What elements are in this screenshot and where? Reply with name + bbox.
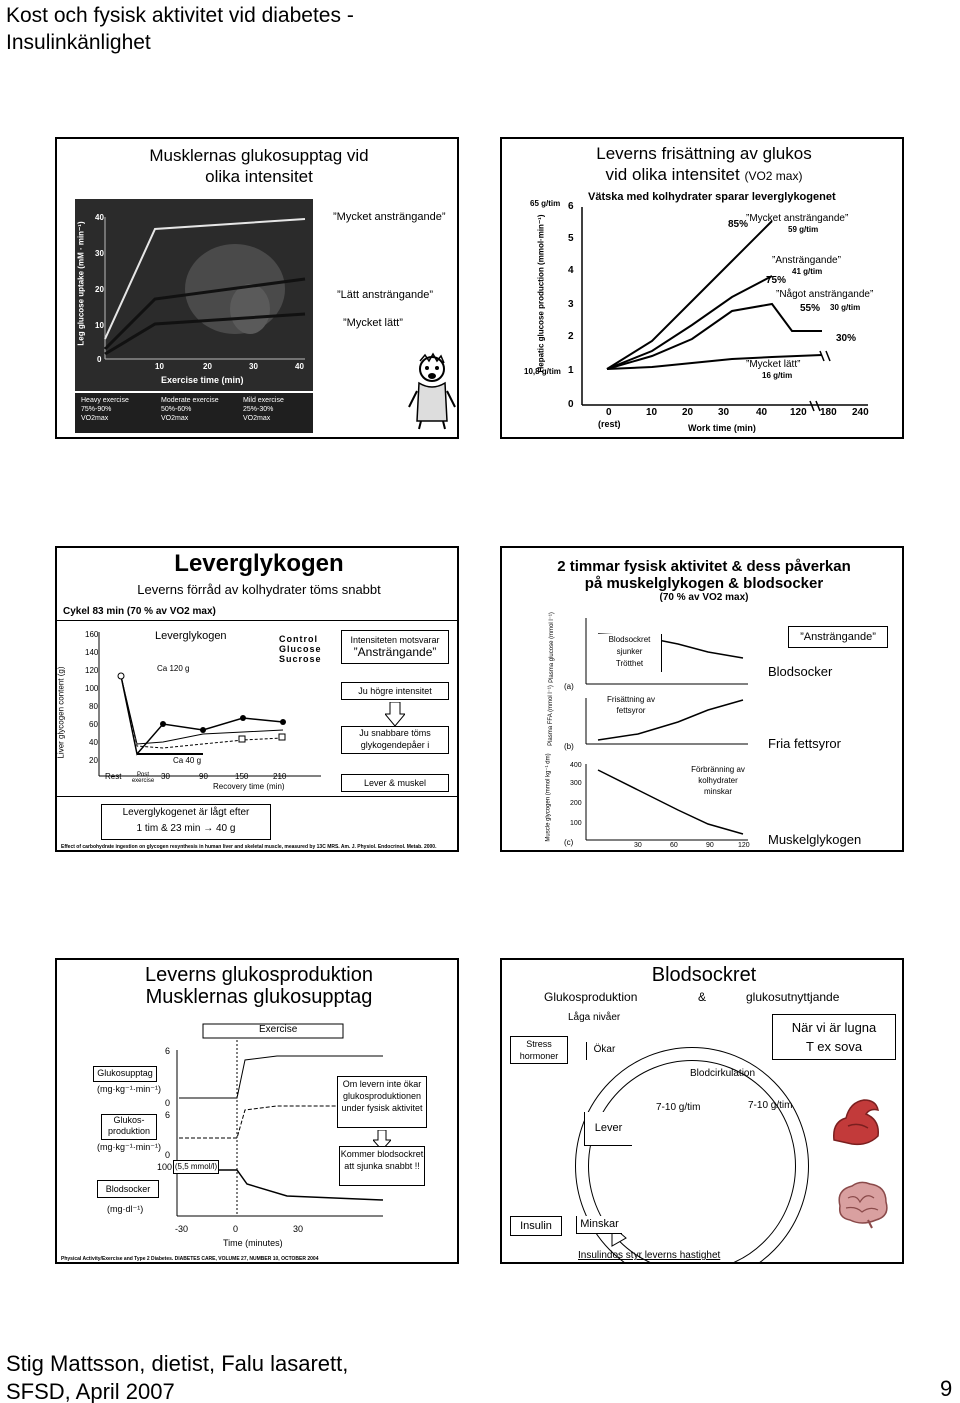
glycogen-x-axis-label: Recovery time (min): [213, 782, 285, 791]
slide3-title: Leverglykogen: [174, 550, 344, 577]
uptake-y-tick-40: 40: [95, 213, 104, 222]
slide3-subtitle: Leverns förråd av kolhydrater töms snabbt: [137, 582, 381, 597]
panel-c-y-200: 200: [570, 800, 582, 807]
tick-100: 100: [157, 1162, 173, 1172]
y-tick-4: 4: [568, 265, 574, 276]
label-free-fatty-acids: Fria fettsyror: [768, 736, 841, 751]
slide2-title-line-2-text: vid olika intensitet: [605, 165, 740, 184]
glycogen-y-tick-100: 100: [85, 684, 99, 693]
pct-85: 85%: [728, 219, 749, 230]
sub-utilization: glukosutnyttjande: [746, 990, 840, 1004]
legend-mild: [243, 396, 284, 423]
x-tick-20: 20: [682, 407, 694, 418]
exhausted-figure-icon: [407, 351, 457, 431]
document-title-line-1: Kost och fysisk aktivitet vid diabetes -: [6, 4, 354, 27]
burn-note-line-3: minskar: [703, 787, 732, 796]
slide-blood-sugar: [500, 958, 904, 1264]
cycle-condition: Cykel 83 min (70 % av VO2 max): [63, 606, 216, 617]
slide1-title-line-1: Musklernas glukosupptag vid: [149, 146, 369, 165]
x-tick-10: 10: [646, 407, 658, 418]
stress-hormones-box: [510, 1036, 568, 1064]
slide6-title: Blodsockret: [651, 964, 757, 986]
uptake-y-tick-20: 20: [95, 285, 104, 294]
panel-b-axis: Plasma FFA (mmol l⁻¹): [547, 685, 554, 746]
glycogen-y-tick-160: 160: [85, 630, 99, 639]
panel-c-y-400: 400: [570, 762, 582, 769]
label-easy: ”Lätt ansträngande”: [337, 289, 434, 301]
tick-0-b: 0: [165, 1150, 171, 1160]
slide1-title-line-2: olika intensitet: [205, 167, 313, 186]
release-note-line-1: Frisättning av: [606, 695, 656, 704]
ca-40-label: Ca 40 g: [173, 756, 202, 765]
footer-line-1: Stig Mattsson, dietist, Falu lasarett,: [6, 1351, 349, 1376]
glycogen-y-tick-140: 140: [85, 648, 99, 657]
muscle-arm-icon: [828, 1092, 888, 1152]
decreases-box: Minskar: [576, 1216, 622, 1234]
legend-heavy-line-2: 75%-90%: [81, 406, 112, 413]
legend-glucose: Glucose: [279, 644, 322, 654]
glycogen-y-tick-80: 80: [89, 702, 98, 711]
slide-two-hours-activity: [500, 546, 904, 852]
production-x-axis-label: Time (minutes): [223, 1238, 283, 1248]
slide5-title-line-2: Musklernas glukosupptag: [145, 986, 373, 1008]
circulation-label: Blodcirkulation: [690, 1068, 756, 1079]
activity-x-tick-30: 30: [634, 842, 642, 849]
activity-x-tick-120: 120: [738, 842, 750, 849]
hard-intensity-box: ”Ansträngande”: [788, 626, 888, 648]
label-hard: ”Ansträngande”: [772, 255, 841, 266]
y-tick-2: 2: [568, 331, 574, 342]
ca-120-label: Ca 120 g: [157, 664, 190, 673]
release-note-line-2: fettsyror: [616, 706, 646, 715]
activity-x-tick-60: 60: [670, 842, 678, 849]
slide5-title-line-1: Leverns glukosproduktion: [145, 964, 373, 986]
blood-sugar-label-box: Blodsocker: [97, 1180, 159, 1198]
slide-liver-glycogen: [55, 546, 459, 852]
blood-unit: (mg·dl⁻¹): [107, 1204, 144, 1214]
tick-0-a: 0: [165, 1098, 171, 1108]
production-label-box: [101, 1114, 157, 1140]
stress-line-1: Stress: [526, 1039, 552, 1049]
resting-line-1: När vi är lugna: [791, 1020, 877, 1035]
sub-ampersand: &: [698, 990, 707, 1004]
glycogen-x-tick-150: 150: [235, 772, 249, 781]
faster-box: Ju snabbare töms glykogendepåer i: [341, 726, 449, 754]
legend-moderate: [161, 396, 219, 423]
pct-75: 75%: [766, 275, 787, 286]
footer-line-2: SFSD, April 2007: [6, 1379, 175, 1403]
bottom-summary-line-2: 1 tim & 23 min → 40 g: [136, 823, 236, 834]
uptake-y-tick-0: 0: [97, 355, 102, 364]
slide4-title: [502, 558, 904, 592]
legend-mild-line-1: Mild exercise: [243, 397, 284, 404]
liver-muscle-box: Lever & muskel: [341, 774, 449, 792]
intensity-box-line-1: Intensiteten motsvarar: [350, 635, 440, 645]
legend-mild-line-2: 25%-30%: [243, 406, 274, 413]
slide3-divider: [57, 620, 459, 621]
drop-note-line-1: Blodsockret: [608, 635, 651, 644]
slide2-title-line-1: Leverns frisättning av glukos: [596, 144, 812, 163]
x-rest: (rest): [598, 419, 621, 429]
uptake-x-tick-40: 40: [295, 362, 304, 371]
liver-no-increase-box: Om levern inte ökar glukosproduktionen under fysisk aktivitet: [337, 1076, 427, 1128]
slide-muscle-glucose-uptake: [55, 137, 459, 439]
uptake-x-axis-label: Exercise time (min): [161, 375, 244, 385]
tick-6-a: 6: [165, 1046, 171, 1056]
higher-intensity-box: Ju högre intensitet: [341, 682, 449, 700]
panel-b-label: (b): [564, 742, 574, 751]
time-30: 30: [293, 1224, 304, 1234]
uptake-y-axis-label: Leg glucose uptake (mM · min⁻¹): [76, 221, 86, 346]
increases-box: Ökar: [586, 1042, 622, 1060]
slide3-divider-bottom: [57, 796, 459, 797]
uptake-x-tick-20: 20: [203, 362, 212, 371]
stress-line-2: hormoner: [519, 1051, 559, 1061]
slide4-title-line-2: på muskelglykogen & blodsocker: [584, 575, 824, 592]
label-very-easy-2: ”Mycket lätt”: [746, 359, 801, 370]
rate-top: 65 g/tim: [530, 199, 561, 208]
document-title-line-2: Insulinkänlighet: [6, 31, 151, 54]
rate-bottom: 10,8 g/tim: [524, 367, 561, 376]
glycogen-y-tick-120: 120: [85, 666, 99, 675]
insulin-dose-note: Insulindos styr leverns hastighet: [578, 1250, 721, 1261]
legend-sucrose: Sucrose: [279, 654, 322, 664]
rate-somewhat-hard: 30 g/tim: [830, 303, 861, 312]
y-tick-1: 1: [568, 365, 574, 376]
legend-moderate-line-1: Moderate exercise: [161, 397, 219, 404]
pct-30: 30%: [836, 333, 857, 344]
arrow-down-icon: [385, 702, 405, 726]
hepatic-x-axis-label: Work time (min): [688, 423, 756, 433]
glycogen-y-axis-label: Liver glycogen content (g): [56, 666, 66, 759]
legend-heavy: [81, 396, 129, 423]
glucose-uptake-chart-svg: [75, 199, 313, 391]
brain-icon: [832, 1178, 892, 1230]
slide3-reference: Effect of carbohydrate ingestion on glycogen resynthesis in human liver and skeletal muscle, measured by 13C MRS. Am. J. Physiol. Endocrinol. Metab. 2000.: [61, 844, 437, 850]
glycogen-y-tick-40: 40: [89, 738, 98, 747]
slide2-title: [502, 143, 904, 187]
x-tick-120: 120: [790, 407, 807, 418]
fatty-acid-release-note: [600, 694, 662, 718]
y-tick-0: 0: [568, 399, 574, 410]
document-title: [6, 2, 354, 56]
glycogen-y-tick-20: 20: [89, 756, 98, 765]
tick-6-b: 6: [165, 1110, 171, 1120]
legend-heavy-line-3: VO2max: [81, 415, 109, 422]
carb-burn-note: [682, 764, 754, 800]
glycogen-x-tick-210: 210: [273, 772, 287, 781]
uptake-x-tick-10: 10: [155, 362, 164, 371]
glycogen-x-tick-90: 90: [199, 772, 208, 781]
time-minus-30: -30: [175, 1224, 189, 1234]
slide4-title-line-1: 2 timmar fysisk aktivitet & dess påverkan: [557, 558, 851, 575]
y-tick-5: 5: [568, 233, 574, 244]
slide1-title: [57, 145, 459, 187]
x-tick-40: 40: [756, 407, 768, 418]
rate-liver-label: 7-10 g/tim: [656, 1102, 701, 1113]
resting-line-2: T ex sova: [805, 1039, 863, 1054]
x-tick-240: 240: [852, 407, 869, 418]
label-muscle-glycogen: Muskelglykogen: [768, 832, 862, 847]
chart-header-exercise: Exercise: [259, 1024, 298, 1035]
y-tick-6: 6: [568, 201, 574, 212]
y-tick-3: 3: [568, 299, 574, 310]
page-number: 9: [940, 1376, 953, 1401]
label-very-hard: ”Mycket ansträngande”: [333, 211, 446, 223]
uptake-x-tick-30: 30: [249, 362, 258, 371]
pct-55: 55%: [800, 303, 821, 314]
drop-note-line-2: sjunker: [616, 647, 643, 656]
drop-note-line-3: Trötthet: [615, 659, 644, 668]
flux-unit-1: (mg·kg⁻¹·min⁻¹): [97, 1084, 161, 1094]
chart-label-leverglykogen: Leverglykogen: [155, 630, 227, 642]
intensity-box-line-2: ”Ansträngande”: [353, 645, 437, 659]
insulin-box: Insulin: [510, 1216, 562, 1236]
burn-note-line-2: kolhydrater: [698, 776, 738, 785]
x-tick-30: 30: [718, 407, 730, 418]
slide2-title-suffix: (VO2 max): [744, 169, 803, 183]
x-post-exercise-label: Post exercise: [131, 772, 155, 784]
blood-sugar-drop-box: Kommer blodsockret att sjunka snabbt !!: [339, 1146, 425, 1186]
intensity-legend: [75, 393, 313, 433]
hepatic-glucose-chart: [562, 201, 872, 433]
x-rest-label: Rest: [105, 772, 122, 781]
glucose-uptake-chart-photo: [75, 199, 313, 391]
slide5-reference: Physical Activity/Exercise and Type 2 Diabetes. DIABETES CARE, VOLUME 27, NUMBER 10, OCTOBER 2004: [61, 1256, 319, 1262]
label-somewhat-hard: ”Något ansträngande”: [776, 289, 874, 300]
glycogen-x-tick-30: 30: [161, 772, 170, 781]
hepatic-y-axis-label: Hepatic glucose production (mmol·min⁻¹): [536, 214, 546, 373]
legend-moderate-line-2: 50%-60%: [161, 406, 192, 413]
slide2-subtitle: Vätska med kolhydrater sparar leverglykogenet: [588, 191, 836, 203]
rate-very-hard: 59 g/tim: [788, 225, 819, 234]
uptake-label-box: Glukosupptag: [93, 1066, 157, 1082]
legend-moderate-line-3: VO2max: [161, 415, 189, 422]
legend-control: Control: [279, 634, 318, 644]
panel-c-label: (c): [564, 838, 574, 847]
glycogen-y-tick-60: 60: [89, 720, 98, 729]
bottom-summary-box: [101, 804, 271, 840]
intensity-box: [341, 630, 449, 664]
rate-muscle-label: 7-10 g/tim: [748, 1100, 793, 1111]
sub-production: Glukosproduktion: [544, 990, 638, 1004]
production-label-line-2: produktion: [107, 1126, 151, 1136]
liver-box: Lever: [584, 1112, 632, 1146]
rate-very-easy: 16 g/tim: [762, 371, 793, 380]
rate-hard: 41 g/tim: [792, 267, 823, 276]
x-tick-180: 180: [820, 407, 837, 418]
slide-liver-glucose-production: [55, 958, 459, 1264]
panel-c-axis: Muscle glycogen (mmol kg⁻¹ dm): [545, 753, 552, 842]
burn-note-line-1: Förbränning av: [691, 765, 745, 774]
low-levels-label: Låga nivåer: [568, 1012, 621, 1023]
slide5-title: [57, 964, 459, 1008]
label-very-hard-2: ”Mycket ansträngande”: [746, 213, 849, 224]
legend-heavy-line-1: Heavy exercise: [81, 397, 129, 404]
resting-box: [772, 1014, 896, 1060]
time-0: 0: [233, 1224, 239, 1234]
bottom-summary-line-1: Leverglykogenet är lågt efter: [122, 807, 250, 818]
label-very-easy: ”Mycket lätt”: [343, 317, 403, 329]
slide-liver-glucose-release: [500, 137, 904, 439]
uptake-y-tick-10: 10: [95, 321, 104, 330]
blood-sugar-drop-note: [598, 634, 662, 672]
label-blood-sugar: Blodsocker: [768, 664, 833, 679]
slide2-title-line-2: [502, 164, 904, 187]
flux-unit-2: (mg·kg⁻¹·min⁻¹): [97, 1142, 161, 1152]
panel-a-label: (a): [564, 682, 574, 691]
activity-x-tick-90: 90: [706, 842, 714, 849]
uptake-y-tick-30: 30: [95, 249, 104, 258]
panel-a-axis: Plasma glucose (mmol l⁻¹): [548, 612, 555, 683]
x-tick-0: 0: [606, 407, 612, 418]
panel-c-y-100: 100: [570, 820, 582, 827]
mmol-box: (5,5 mmol/l): [173, 1160, 219, 1174]
slide4-title-sub: (70 % av VO2 max): [659, 592, 749, 603]
panel-c-y-300: 300: [570, 780, 582, 787]
production-label-line-1: Glukos-: [113, 1115, 145, 1125]
legend-mild-line-3: VO2max: [243, 415, 271, 422]
document-footer: [6, 1350, 348, 1403]
